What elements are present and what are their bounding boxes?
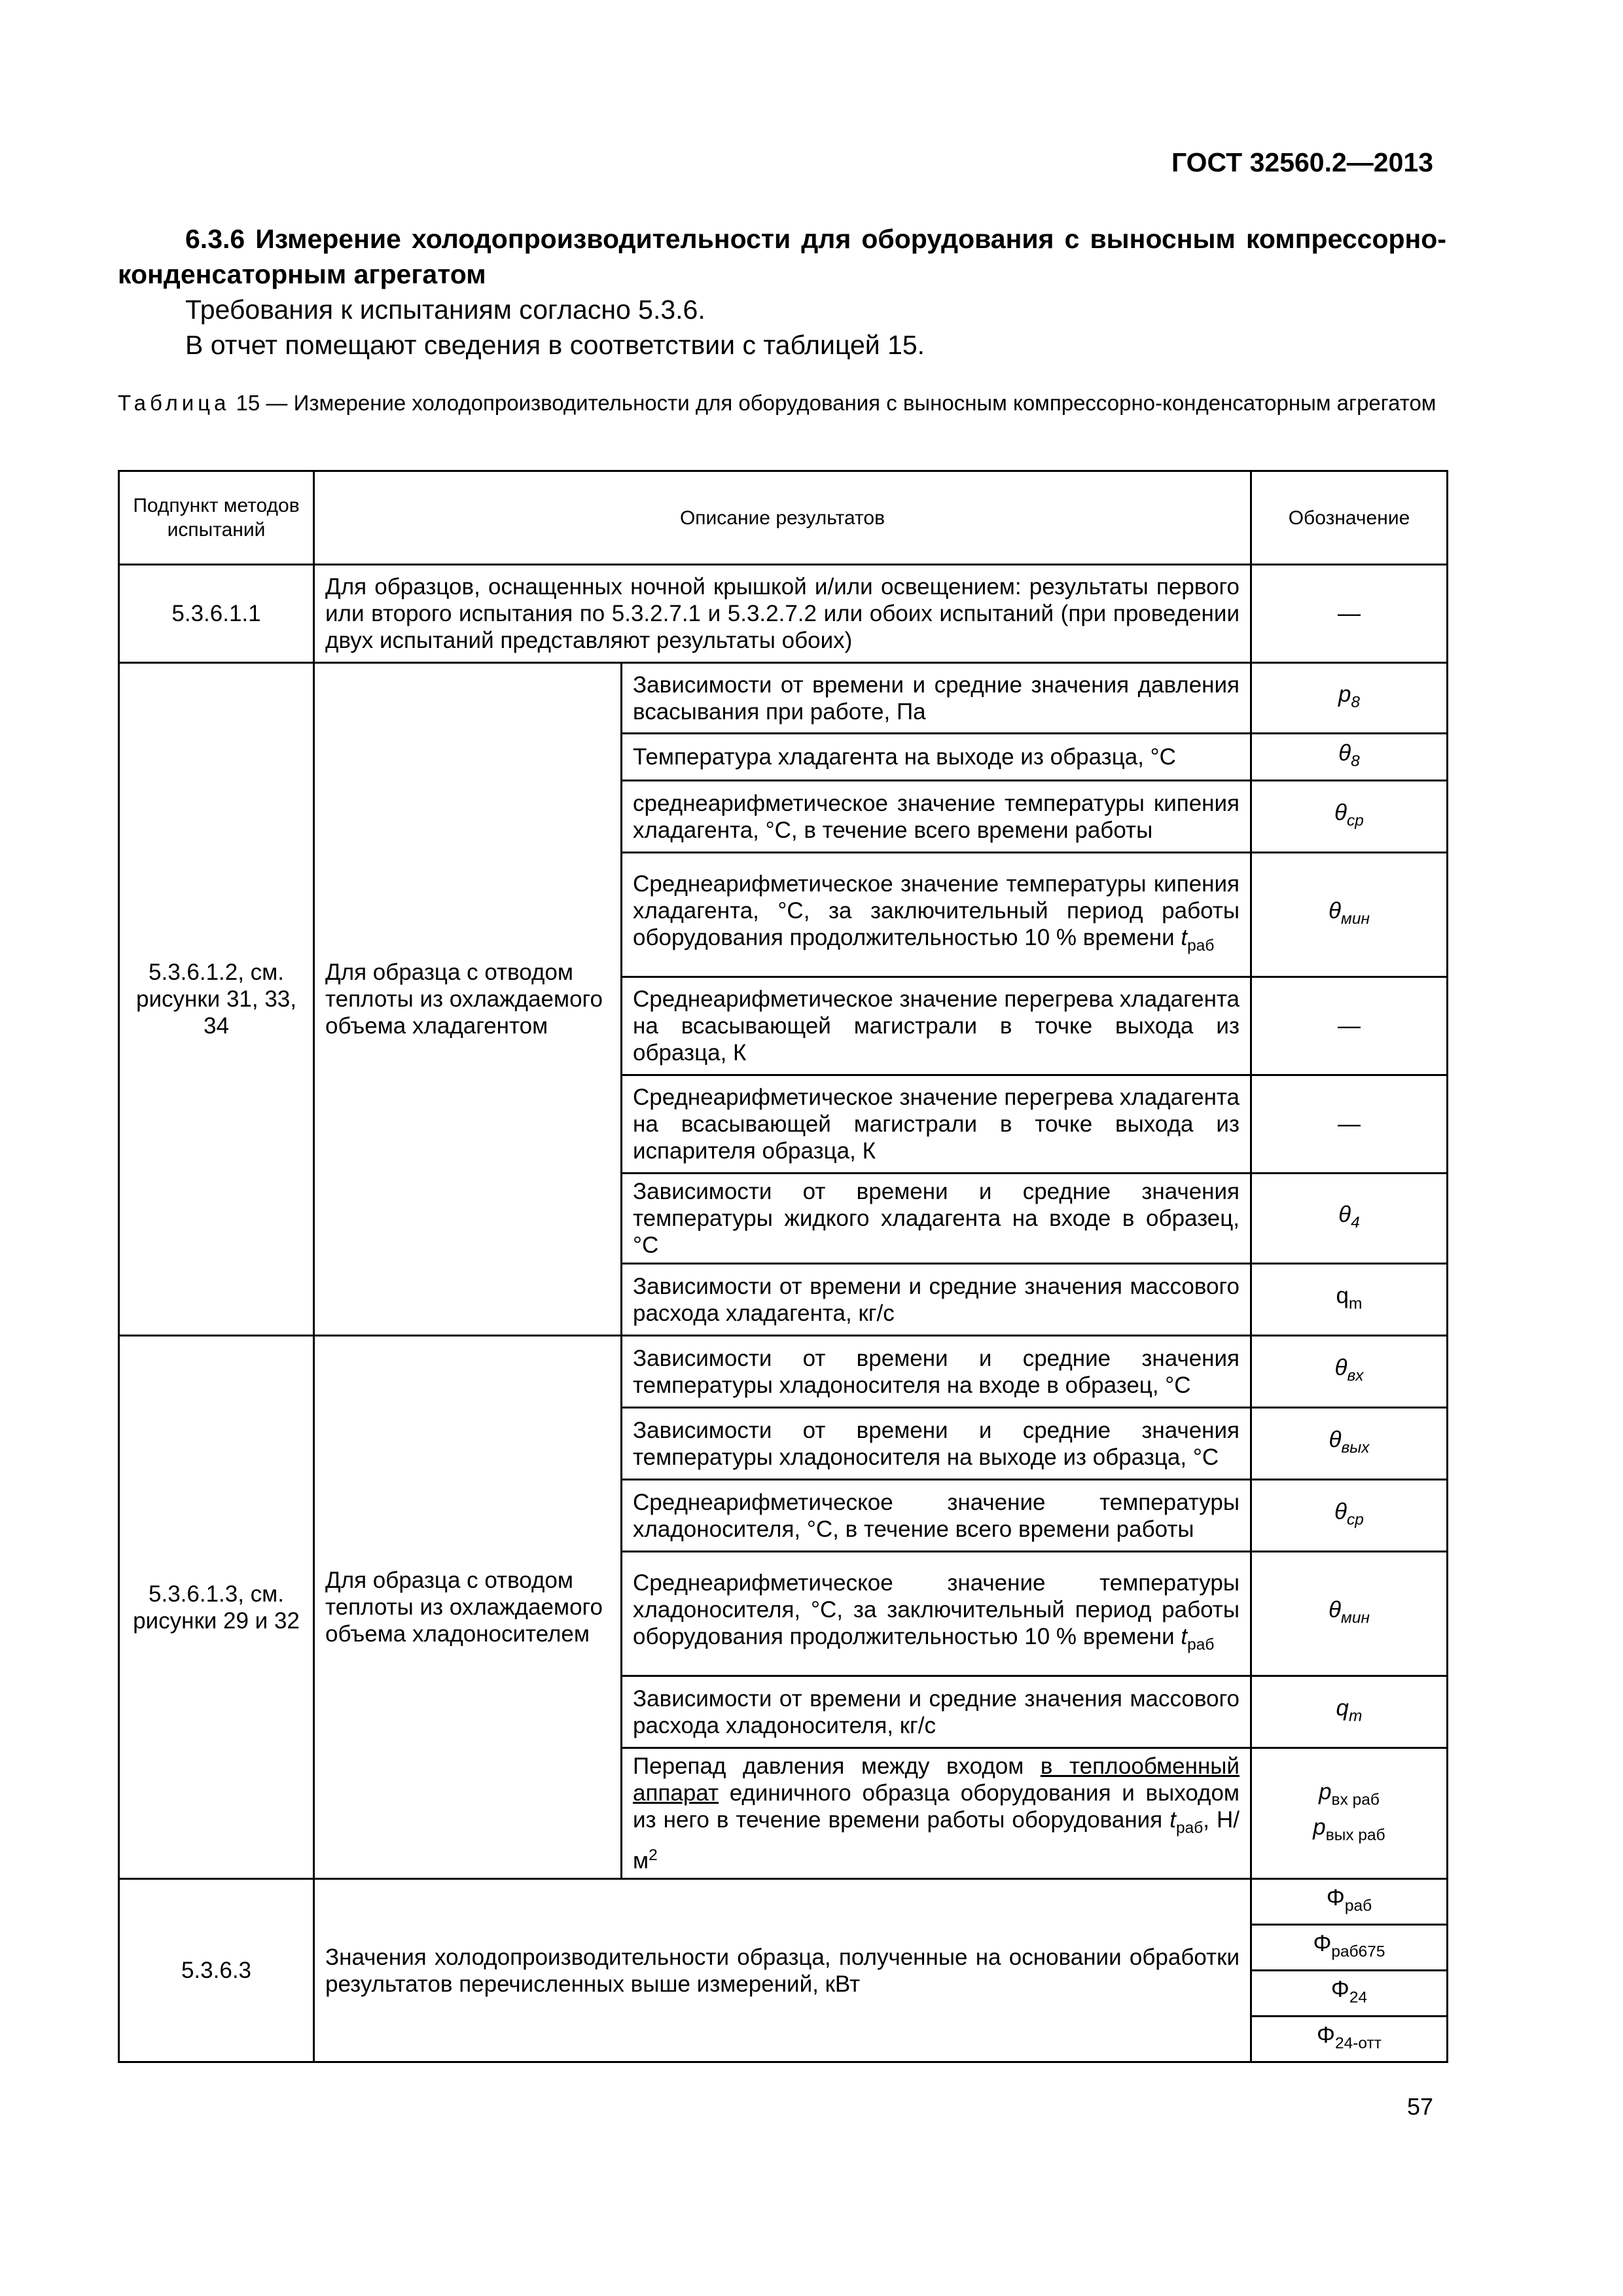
subclause-cell: 5.3.6.1.2, см. рисунки 31, 33, 34: [119, 663, 314, 1336]
symbol-cell: $\theta_{вых}$: [1251, 1408, 1448, 1480]
group-label-cell: Для образца с отводом теплоты из охлаждаемого объема хладагентом: [314, 663, 622, 1336]
table-caption-text: 15 — Измерение холодопроизводительности для оборудования с выносным компрессорно-конденсаторным агрегатом: [230, 391, 1436, 415]
table-row: [119, 1336, 1448, 1408]
description-cell: Среднеарифметическое значение температуры хладоносителя, °C, в течение всего времени работы: [622, 1480, 1251, 1552]
description-cell: Зависимости от времени и средние значения температуры хладоносителя на выходе из образца, °C: [622, 1408, 1251, 1480]
description-cell: Среднеарифметическое значение температуры кипения хладагента, °C, за заключительный период работы оборудования продолжительностью 10 % времени $t_{раб}$: [622, 853, 1251, 977]
symbol-cell: $\theta_{вх}$: [1251, 1336, 1448, 1408]
symbol-cell: $\Phi_{раб675}$: [1251, 1925, 1448, 1971]
symbol-cell: $\Phi_{24-отт}$: [1251, 2017, 1448, 2062]
description-cell: Зависимости от времени и средние значения массового расхода хладоносителя, кг/с: [622, 1676, 1251, 1748]
header-description: Описание результатов: [314, 471, 1251, 565]
section-paragraph: Требования к испытаниям согласно 5.3.6.: [185, 295, 705, 325]
description-cell: Зависимости от времени и средние значения температуры хладоносителя на входе в образец, °C: [622, 1336, 1251, 1408]
description-cell: Среднеарифметическое значение перегрева хладагента на всасывающей магистрали в точке выхода из образца, К: [622, 977, 1251, 1075]
header-subclause: Подпункт методов испытаний: [119, 471, 314, 565]
results-table: [118, 470, 1448, 2063]
description-cell: Зависимости от времени и средние значения давления всасывания при работе, Па: [622, 663, 1251, 734]
table-caption-label: Таблица: [118, 391, 230, 415]
section-6-3-6: [118, 221, 1446, 363]
page-number: 57: [1406, 2093, 1433, 2120]
standard-number: ГОСТ 32560.2—2013: [1171, 147, 1433, 177]
table-row: [119, 663, 1448, 734]
symbol-cell: —: [1251, 977, 1448, 1075]
header-symbol: Обозначение: [1251, 471, 1448, 565]
symbol-cell: $p_{вх раб}$ $p_{вых раб}$: [1251, 1748, 1448, 1879]
description-cell: Перепад давления между входом в теплообменный аппарат единичного образца оборудования и выходом из него в течение времени работы оборудования $t_{раб}$, $Н/м^2$: [622, 1748, 1251, 1879]
table-header-row: [119, 471, 1448, 565]
subclause-cell: 5.3.6.1.3, см. рисунки 29 и 32: [119, 1336, 314, 1879]
description-cell: Среднеарифметическое значение перегрева хладагента на всасывающей магистрали в точке выхода из испарителя образца, К: [622, 1075, 1251, 1174]
description-cell: Значения холодопроизводительности образца, полученные на основании обработки результатов перечисленных выше измерений, кВт: [314, 1879, 1251, 2062]
description-cell: Зависимости от времени и средние значения температуры жидкого хладагента на входе в образец, °C: [622, 1174, 1251, 1264]
symbol-cell: $\theta_{мин}$: [1251, 853, 1448, 977]
description-cell: Для образцов, оснащенных ночной крышкой и/или освещением: результаты первого или второго испытания по 5.3.2.7.1 и 5.3.2.7.2 или обоих испытаний (при проведении двух испытаний представляют результаты обоих): [314, 565, 1251, 663]
section-paragraph: В отчет помещают сведения в соответствии с таблицей 15.: [185, 330, 925, 360]
subclause-cell: 5.3.6.1.1: [119, 565, 314, 663]
symbol-cell: $\theta_8$: [1251, 734, 1448, 781]
symbol-cell: $q_m$: [1251, 1264, 1448, 1336]
description-cell: Среднеарифметическое значение температуры хладоносителя, °C, за заключительный период работы оборудования продолжительностью 10 % времени $t_{раб}$: [622, 1552, 1251, 1676]
symbol-cell: $p_8$: [1251, 663, 1448, 734]
description-cell: Температура хладагента на выходе из образца, °C: [622, 734, 1251, 781]
symbol-cell: —: [1251, 565, 1448, 663]
table-caption: [118, 388, 1446, 418]
section-heading: 6.3.6 Измерение холодопроизводительности для оборудования с выносным компрессорно-конденсаторным агрегатом: [118, 224, 1446, 289]
symbol-cell: $\Phi_{раб}$: [1251, 1879, 1448, 1925]
table-row: [119, 1879, 1448, 1925]
group-label-cell: Для образца с отводом теплоты из охлаждаемого объема хладоносителем: [314, 1336, 622, 1879]
subclause-cell: 5.3.6.3: [119, 1879, 314, 2062]
table-row: [119, 565, 1448, 663]
symbol-cell: $\theta_{ср}$: [1251, 781, 1448, 853]
description-cell: Зависимости от времени и средние значения массового расхода хладагента, кг/с: [622, 1264, 1251, 1336]
symbol-cell: $q_m$: [1251, 1676, 1448, 1748]
description-cell: среднеарифметическое значение температуры кипения хладагента, °C, в течение всего времени работы: [622, 781, 1251, 853]
symbol-cell: $\theta_{ср}$: [1251, 1480, 1448, 1552]
symbol-cell: $\theta_{мин}$: [1251, 1552, 1448, 1676]
symbol-cell: —: [1251, 1075, 1448, 1174]
symbol-cell: $\Phi_{24}$: [1251, 1971, 1448, 2017]
symbol-cell: $\theta_4$: [1251, 1174, 1448, 1264]
